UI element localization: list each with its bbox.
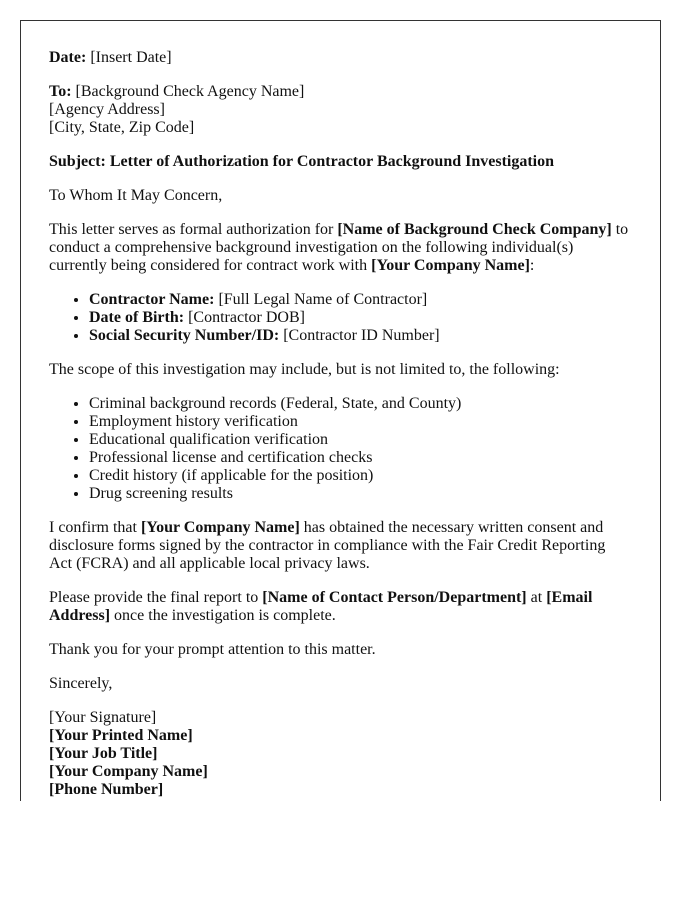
printed-name: [Your Printed Name] <box>49 727 193 744</box>
confirm-text: has obtained the necessary written consent and disclosure forms signed by the contractor in compliance with the Fair Credit Reporting Act (FCRA) and all applicable local privacy laws. <box>49 519 606 572</box>
company-name: [Your Company Name] <box>49 763 208 780</box>
confirm-paragraph <box>49 519 630 573</box>
confirm-company: [Your Company Name] <box>140 519 300 536</box>
thanks: Thank you for your prompt attention to this matter. <box>49 641 376 658</box>
report-email: [Email Address] <box>49 589 593 624</box>
confirm-text: I confirm that <box>49 519 141 536</box>
subject-text: Subject: Letter of Authorization for Contractor Background Investigation <box>49 153 555 170</box>
job-title: [Your Job Title] <box>49 745 158 762</box>
report-text: Please provide the final report to <box>49 589 263 606</box>
agency-city: [City, State, Zip Code] <box>49 119 195 136</box>
date-value: [Insert Date] <box>90 49 172 66</box>
list-item: • Professional license and certification checks <box>89 449 630 467</box>
list-item <box>89 291 630 309</box>
list-item: • Credit history (if applicable for the position) <box>89 467 630 485</box>
contractor-list <box>49 291 630 345</box>
item-label: Date of Birth: <box>89 309 185 326</box>
signature-block <box>49 709 630 799</box>
letter-page <box>20 20 661 801</box>
list-item <box>89 309 630 327</box>
list-item: • Criminal background records (Federal, State, and County) <box>89 395 630 413</box>
intro-text: : <box>529 257 535 274</box>
salutation: To Whom It May Concern, <box>49 187 223 204</box>
closing: Sincerely, <box>49 675 113 692</box>
intro-text: to conduct a comprehensive background investigation on the following individual(s) currently being considered for contract work with <box>49 221 629 274</box>
intro-company: [Name of Background Check Company] <box>337 221 612 238</box>
item-value: [Contractor ID Number] <box>279 327 440 344</box>
item-label: Social Security Number/ID: <box>89 327 280 344</box>
report-paragraph <box>49 589 630 625</box>
report-text: at <box>526 589 547 606</box>
phone-number: [Phone Number] <box>49 781 164 798</box>
intro-your-company: [Your Company Name] <box>371 257 530 274</box>
subject-line <box>49 153 630 171</box>
report-contact: [Name of Contact Person/Department] <box>262 589 527 606</box>
intro-paragraph <box>49 221 630 275</box>
report-text: once the investigation is complete. <box>110 607 336 624</box>
item-label: Contractor Name: <box>89 291 215 308</box>
date-label: Date: <box>49 49 87 66</box>
scope-intro: The scope of this investigation may include, but is not limited to, the following: <box>49 361 560 378</box>
list-item: • Educational qualification verification <box>89 431 630 449</box>
list-item <box>89 327 630 345</box>
signature: [Your Signature] <box>49 709 157 726</box>
item-value: [Contractor DOB] <box>184 309 305 326</box>
list-item: • Drug screening results <box>89 485 630 503</box>
scope-list <box>49 395 630 503</box>
intro-text: This letter serves as formal authorization for <box>49 221 338 238</box>
item-value: [Full Legal Name of Contractor] <box>214 291 428 308</box>
list-item: • Employment history verification <box>89 413 630 431</box>
recipient-block <box>49 83 630 137</box>
date-line <box>49 49 630 67</box>
agency-address: [Agency Address] <box>49 101 165 118</box>
to-label: To: <box>49 83 72 100</box>
agency-name: [Background Check Agency Name] <box>75 83 305 100</box>
